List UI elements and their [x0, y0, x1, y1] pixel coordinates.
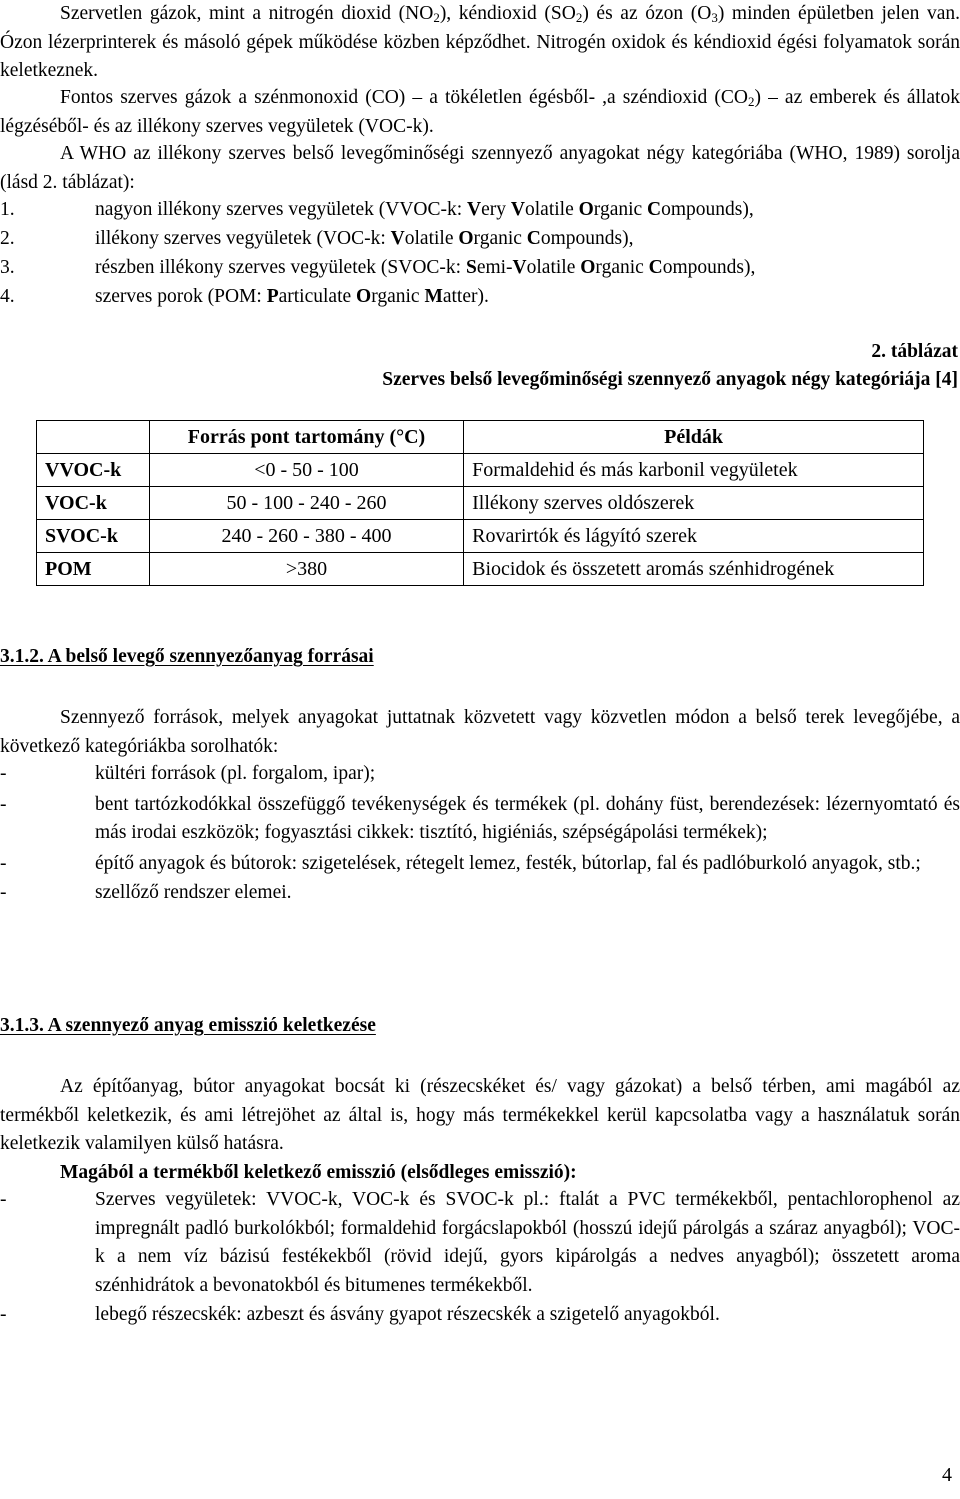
list-item: - szellőző rendszer elemei. — [0, 882, 292, 903]
table-header-cell — [37, 421, 150, 454]
section-313-subheading: Magából a termékből keletkező emisszió (elsődleges emisszió): — [60, 1162, 577, 1183]
page-number: 4 — [942, 1464, 952, 1486]
table-caption: Szerves belső levegőminőségi szennyező anyagok négy kategóriája [4] — [382, 369, 958, 390]
section-312-heading: 3.1.2. A belső levegő szennyezőanyag forrásai — [0, 646, 374, 667]
list-item: - lebegő részecskék: azbeszt és ásvány gyapot részecskék a szigetelő anyagokból. — [0, 1304, 720, 1325]
list-item: - építő anyagok és bútorok: szigetelések, rétegelt lemez, festék, bútorlap, fal és padlóburkoló anyagok, stb.; — [0, 852, 921, 874]
table-cell: POM — [37, 553, 150, 586]
list-item: 1. nagyon illékony szerves vegyületek (VVOC-k: Very Volatile Organic Compounds), — [0, 199, 754, 220]
list-item: 3. részben illékony szerves vegyületek (SVOC-k: Semi-Volatile Organic Compounds), — [0, 257, 756, 278]
section-313-heading: 3.1.3. A szennyező anyag emisszió keletkezése — [0, 1015, 376, 1036]
category-list — [0, 195, 960, 311]
table-row — [37, 520, 924, 553]
intro-paragraph-3: A WHO az illékony szerves belső levegőminőségi szennyező anyagokat négy kategóriába (WHO, 1989) sorolja (lásd 2. táblázat): — [0, 143, 960, 193]
table-cell: Illékony szerves oldószerek — [464, 487, 924, 520]
table-row — [37, 487, 924, 520]
intro-paragraph-1: Szervetlen gázok, mint a nitrogén dioxid $(NO_2)$, kéndioxid $(SO_2)$ és az ózon $(O_3)$ minden épületben jelen van. Ózon lézerprinterek és másoló gépek működése közben képződhet. Nitrogén oxidok és kéndioxid égési folyamatok során keletkeznek. — [0, 3, 960, 81]
list-item: 4. szerves porok (POM: Particulate Organic Matter). — [0, 286, 489, 307]
table-cell: 240 - 260 - 380 - 400 — [149, 520, 463, 553]
table-header-row — [37, 421, 924, 454]
section-312-intro: Szennyező források, melyek anyagokat juttatnak közvetett vagy közvetlen módon a belső terek levegőjébe, a következő kategóriákba sorolhatók: — [0, 707, 960, 757]
table-cell: VVOC-k — [37, 454, 150, 487]
table-cell: Biocidok és összetett aromás szénhidrogének — [464, 553, 924, 586]
table-cell: SVOC-k — [37, 520, 150, 553]
section-313-intro: Az építőanyag, bútor anyagokat bocsát ki (részecskéket és/ vagy gázokat) a belső térben, ami magából az termékből keletkezik, és ami létrejöhet az által is, hogy más termékekkel kerül kapcsolatba vagy a használatuk során keletkezik valamilyen külső hatásra. — [0, 1076, 960, 1154]
list-item: 2. illékony szerves vegyületek (VOC-k: Volatile Organic Compounds), — [0, 228, 634, 249]
table-cell: <0 - 50 - 100 — [149, 454, 463, 487]
list-item: - Szerves vegyületek: VVOC-k, VOC-k és SVOC-k pl.: ftalát a PVC termékekből, pentachlorophenol az impregnált padló burkolókból; formaldehid forgácslapokból (hosszú idejű párolgás a száraz anyagból); VOC-k a nem víz bázisú festékekből (rövid idejű, gyors kipárolgás a nedves anyagból); összetett aroma szénhidrátok a bevonatokból és bitumenes termékekből. — [0, 1189, 960, 1296]
table-header-cell: Forrás pont tartomány (°C) — [149, 421, 463, 454]
table-cell: >380 — [149, 553, 463, 586]
intro-paragraph-2: Fontos szerves gázok a szénmonoxid (CO) – a tökéletlen égésből- ,a széndioxid $(CO_2)$ – az emberek és állatok légzéséből- és az illékony szerves vegyületek (VOC-k). — [0, 87, 960, 137]
table-cell: VOC-k — [37, 487, 150, 520]
source-list — [0, 760, 960, 908]
table-cell: 50 - 100 - 240 - 260 — [149, 487, 463, 520]
table-cell: Formaldehid és más karbonil vegyületek — [464, 454, 924, 487]
emission-list — [0, 1186, 960, 1330]
table-row — [37, 454, 924, 487]
table-row — [37, 553, 924, 586]
list-item: - kültéri források (pl. forgalom, ipar); — [0, 763, 376, 784]
table-cell: Rovarirtók és lágyító szerek — [464, 520, 924, 553]
list-item: - bent tartózkodókkal összefüggő tevékenységek és termékek (pl. dohány füst, berendezések: lézernyomtató és más irodai eszközök; fogyasztási cikkek: tisztító, higiéniás, szépségápolási termékek); — [0, 793, 960, 843]
voc-category-table — [36, 420, 924, 586]
table-header-cell: Példák — [464, 421, 924, 454]
table-label: 2. táblázat — [871, 341, 958, 362]
